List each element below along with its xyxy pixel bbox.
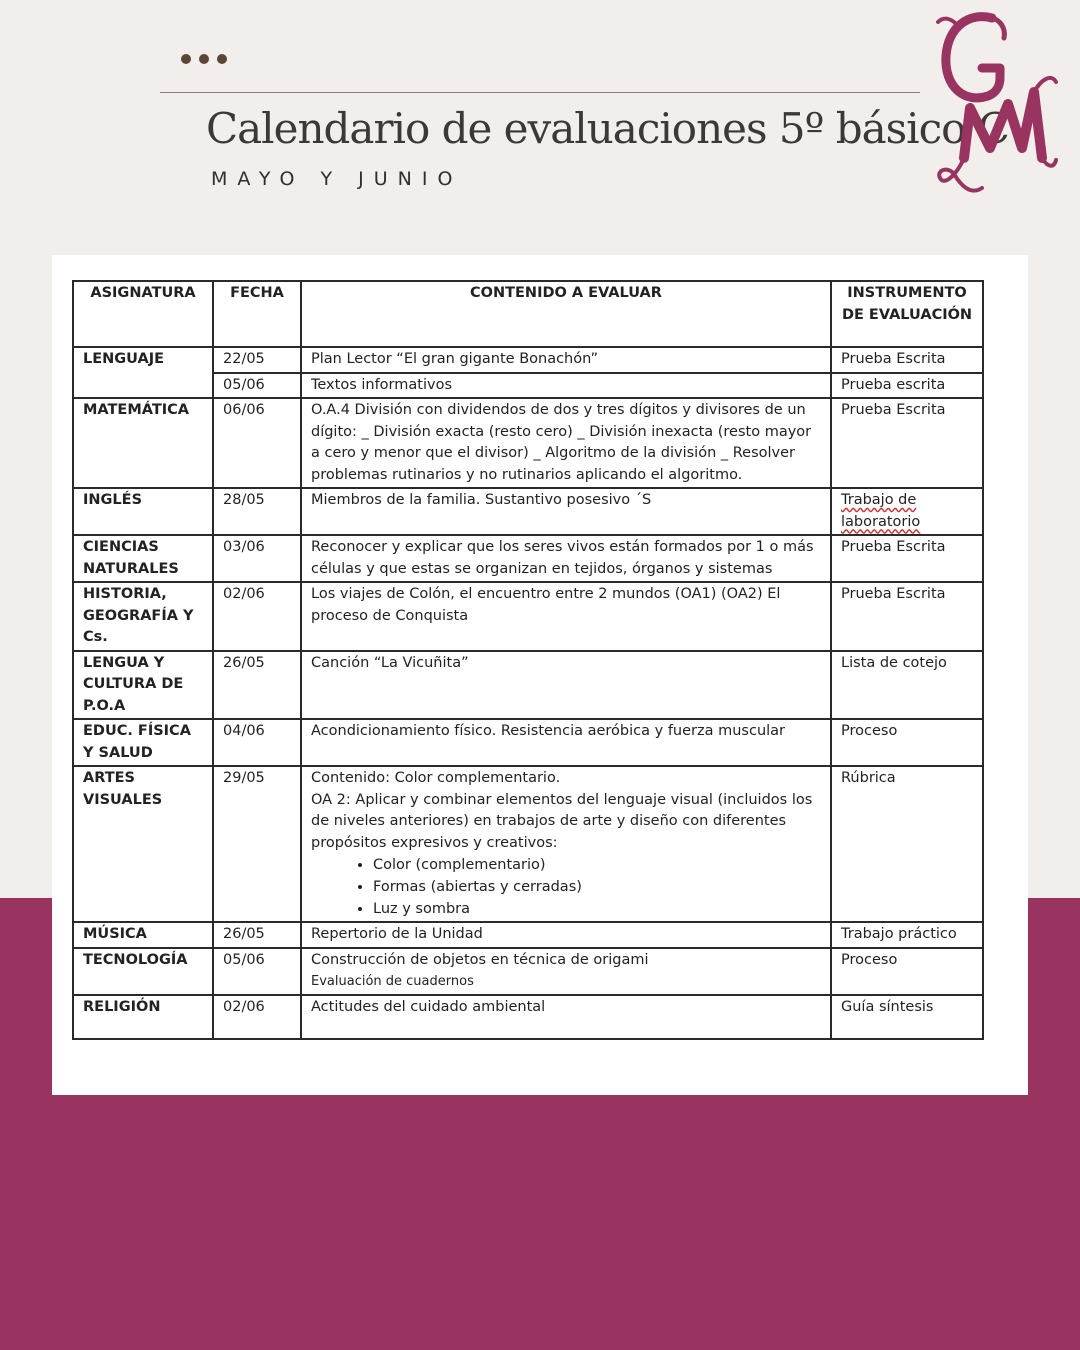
content-cell: Repertorio de la Unidad <box>301 922 831 948</box>
date-cell: 02/06 <box>213 582 301 651</box>
table-row <box>73 347 983 373</box>
subject-cell: MATEMÁTICA <box>73 398 213 488</box>
evaluation-table <box>72 280 984 1040</box>
subject-cell: ARTES VISUALES <box>73 766 213 922</box>
content-line: Evaluación de cuadernos <box>311 974 474 989</box>
date-cell: 06/06 <box>213 398 301 488</box>
column-header-instrument: INSTRUMENTO DE EVALUACIÓN <box>831 281 983 347</box>
content-cell: O.A.4 División con dividendos de dos y tres dígitos y divisores de un dígito: _ División exacta (resto cero) _ División inexacta (resto mayor a cero y menor que el divisor) _ Algoritmo de la división _ Resolver problemas rutinarios y no rutinarios aplicando el algoritmo. <box>301 398 831 488</box>
date-cell: 04/06 <box>213 719 301 766</box>
content-cell: Acondicionamiento físico. Resistencia aeróbica y fuerza muscular <box>301 719 831 766</box>
subject-cell: LENGUA Y CULTURA DE P.O.A <box>73 651 213 720</box>
instrument-cell: Guía síntesis <box>831 995 983 1039</box>
content-line: OA 2: Aplicar y combinar elementos del lenguaje visual (incluidos los de niveles anteriores) en trabajos de arte y diseño con diferentes propósitos expresivos y creativos: <box>311 791 813 851</box>
content-cell <box>301 948 831 995</box>
bullet-list <box>311 854 821 920</box>
instrument-cell: Prueba Escrita <box>831 398 983 488</box>
date-cell: 26/05 <box>213 922 301 948</box>
date-cell: 05/06 <box>213 948 301 995</box>
more-dots-icon <box>181 54 227 64</box>
instrument-cell: Lista de cotejo <box>831 651 983 720</box>
school-monogram-logo <box>930 8 1060 198</box>
dot <box>199 54 209 64</box>
subject-cell: LENGUAJE <box>73 347 213 398</box>
instrument-cell: Trabajo práctico <box>831 922 983 948</box>
instrument-cell: Rúbrica <box>831 766 983 922</box>
dot <box>217 54 227 64</box>
header-divider <box>160 92 920 93</box>
content-line: Contenido: Color complementario. <box>311 770 561 786</box>
date-cell: 03/06 <box>213 535 301 582</box>
subject-cell: CIENCIAS NATURALES <box>73 535 213 582</box>
content-cell: Miembros de la familia. Sustantivo posesivo ´S <box>301 488 831 535</box>
subject-cell: MÚSICA <box>73 922 213 948</box>
table-row <box>73 719 983 766</box>
subject-cell: EDUC. FÍSICA Y SALUD <box>73 719 213 766</box>
table-header-row <box>73 281 983 347</box>
content-cell <box>301 766 831 922</box>
table-row <box>73 651 983 720</box>
instrument-cell: Prueba Escrita <box>831 535 983 582</box>
instrument-cell: Prueba escrita <box>831 373 983 399</box>
list-item: • Color (complementario) <box>373 854 821 876</box>
instrument-cell: Prueba Escrita <box>831 347 983 373</box>
date-cell: 26/05 <box>213 651 301 720</box>
content-cell: Plan Lector “El gran gigante Bonachón” <box>301 347 831 373</box>
table-row <box>73 995 983 1039</box>
table-row <box>73 582 983 651</box>
column-header-date: FECHA <box>213 281 301 347</box>
instrument-cell: Proceso <box>831 948 983 995</box>
content-cell: Actitudes del cuidado ambiental <box>301 995 831 1039</box>
subject-cell: RELIGIÓN <box>73 995 213 1039</box>
content-cell: Canción “La Vicuñita” <box>301 651 831 720</box>
instrument-text: Trabajo de laboratorio <box>841 492 921 530</box>
table-row <box>73 535 983 582</box>
column-header-content: CONTENIDO A EVALUAR <box>301 281 831 347</box>
evaluation-document <box>52 255 1028 1095</box>
dot <box>181 54 191 64</box>
subject-cell: TECNOLOGÍA <box>73 948 213 995</box>
content-cell: Los viajes de Colón, el encuentro entre 2 mundos (OA1) (OA2) El proceso de Conquista <box>301 582 831 651</box>
instrument-cell: Prueba Escrita <box>831 582 983 651</box>
instrument-cell <box>831 488 983 535</box>
date-cell: 02/06 <box>213 995 301 1039</box>
page-subtitle: MAYO Y JUNIO <box>211 168 463 190</box>
list-item: • Luz y sombra <box>373 898 821 920</box>
date-cell: 28/05 <box>213 488 301 535</box>
subject-cell: INGLÉS <box>73 488 213 535</box>
date-cell: 29/05 <box>213 766 301 922</box>
column-header-subject: ASIGNATURA <box>73 281 213 347</box>
subject-cell: HISTORIA, GEOGRAFÍA Y Cs. <box>73 582 213 651</box>
content-line: Construcción de objetos en técnica de origami <box>311 951 649 968</box>
table-row <box>73 948 983 995</box>
page-title: Calendario de evaluaciones 5º básico C <box>206 104 1009 153</box>
date-cell: 05/06 <box>213 373 301 399</box>
table-row <box>73 488 983 535</box>
content-cell: Textos informativos <box>301 373 831 399</box>
content-cell: Reconocer y explicar que los seres vivos están formados por 1 o más células y que estas se organizan en tejidos, órganos y sistemas <box>301 535 831 582</box>
table-row <box>73 922 983 948</box>
instrument-cell: Proceso <box>831 719 983 766</box>
table-row <box>73 766 983 922</box>
date-cell: 22/05 <box>213 347 301 373</box>
table-row <box>73 398 983 488</box>
list-item: • Formas (abiertas y cerradas) <box>373 876 821 898</box>
